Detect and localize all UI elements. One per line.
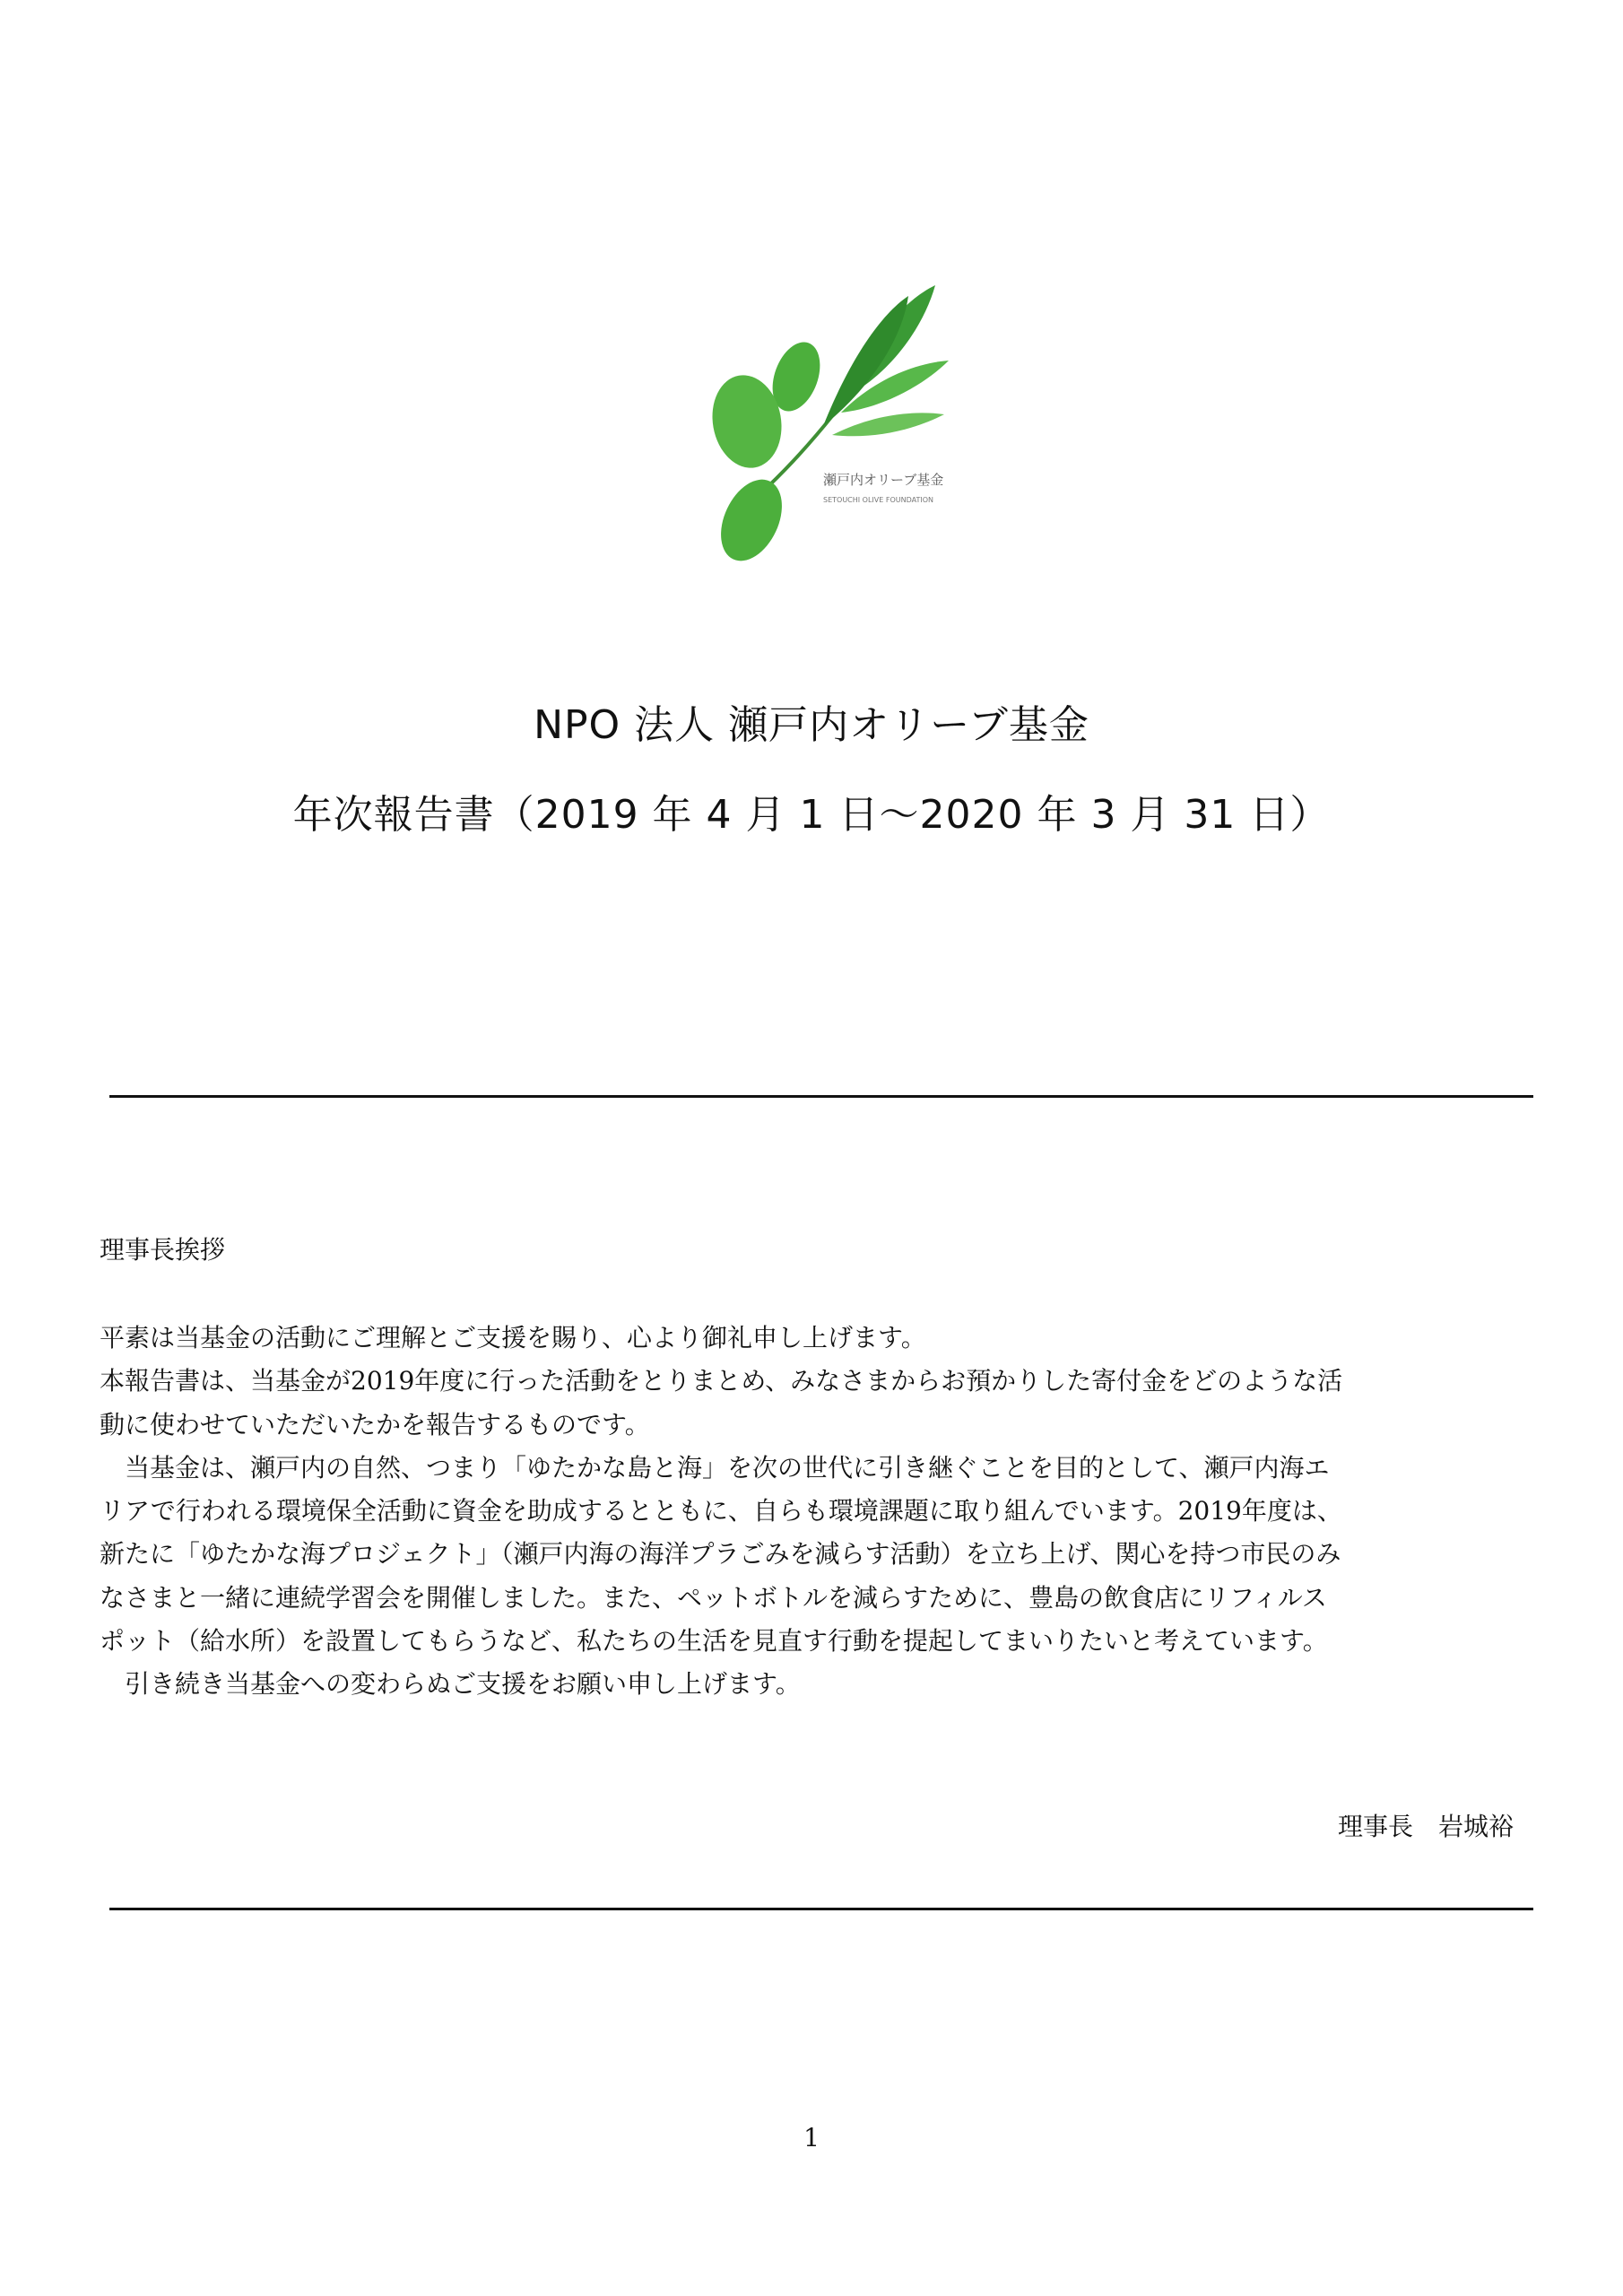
- greeting-line: 平素は当基金の活動にご理解とご支援を賜り、心より御礼申し上げます。: [100, 1323, 926, 1352]
- greeting-line: リアで行われる環境保全活動に資金を助成するとともに、自らも環境課題に取り組んでいます。2019年度は、: [100, 1496, 1342, 1526]
- greeting-line: 動に使わせていただいたかを報告するものです。: [100, 1409, 650, 1439]
- organization-title: NPO 法人 瀬戸内オリーブ基金: [534, 702, 1089, 748]
- divider-bottom: [109, 1908, 1533, 1910]
- greeting-line: 引き続き当基金への変わらぬご支援をお願い申し上げます。: [100, 1669, 801, 1700]
- greeting-body: [100, 1317, 1534, 1707]
- logo-text-en: SETOUCHI OLIVE FOUNDATION: [823, 496, 933, 504]
- olive-foundation-logo: [689, 278, 958, 565]
- chairman-signature: 理事長 岩城裕: [1337, 1812, 1514, 1841]
- page-number: 1: [803, 2123, 820, 2152]
- greeting-line: ポット（給水所）を設置してもらうなど、私たちの生活を見直す行動を提起してまいりたいと考えています。: [100, 1626, 1328, 1657]
- greeting-line: 当基金は、瀬戸内の自然、つまり「ゆたかな島と海」を次の世代に引き継ぐことを目的として、瀬戸内海エ: [100, 1452, 1330, 1483]
- greeting-line: 本報告書は、当基金が2019年度に行った活動をとりまとめ、みなさまからお預かりした寄付金をどのような活: [100, 1366, 1343, 1396]
- greeting-heading: 理事長挨拶: [100, 1235, 226, 1265]
- greeting-line: 新たに「ゆたかな海プロジェクト」（瀬戸内海の海洋プラごみを減らす活動）を立ち上げ、関心を持つ市民のみ: [100, 1539, 1341, 1570]
- divider-top: [109, 1095, 1533, 1098]
- greeting-line: なさまと一緒に連続学習会を開催しました。また、ペットボトルを減らすために、豊島の飲食店にリフィルス: [100, 1582, 1327, 1613]
- logo-text-ja: 瀬戸内オリーブ基金: [823, 472, 944, 488]
- report-title: 年次報告書（2019 年 4 月 1 日～2020 年 3 月 31 日）: [292, 792, 1331, 838]
- olive-branch-icon: [689, 278, 958, 565]
